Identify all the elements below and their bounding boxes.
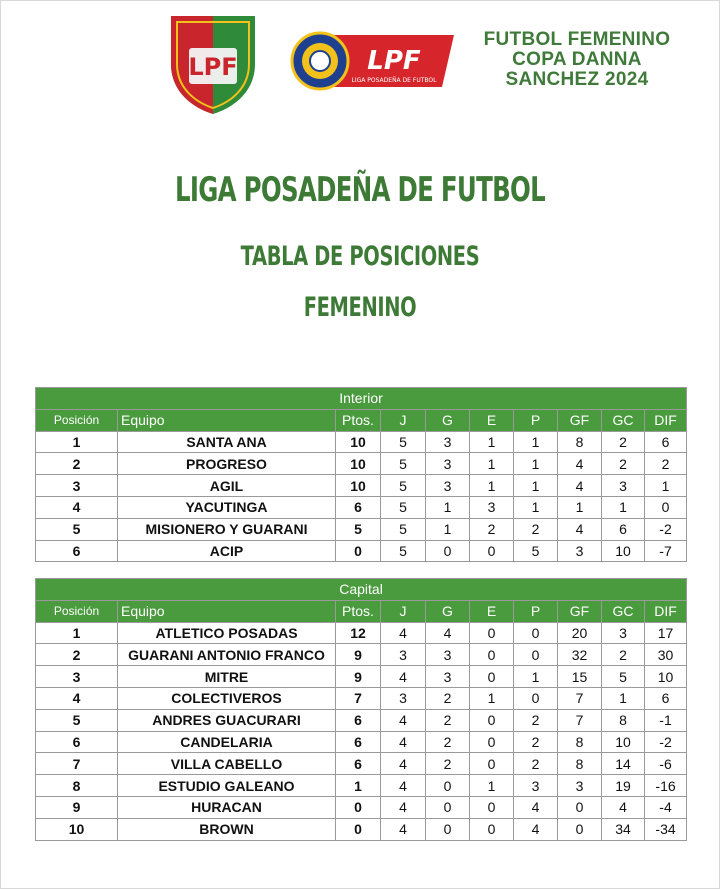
cell-played: 4 xyxy=(381,775,426,797)
cell-drawn: 0 xyxy=(470,818,514,840)
cell-points: 9 xyxy=(336,666,381,688)
cell-difference: 30 xyxy=(645,644,687,666)
column-header-row xyxy=(36,409,687,431)
cell-difference: -16 xyxy=(645,775,687,797)
cell-played: 5 xyxy=(381,475,426,497)
cell-team: GUARANI ANTONIO FRANCO xyxy=(118,644,336,666)
cell-team: HURACAN xyxy=(118,796,336,818)
cell-lost: 5 xyxy=(514,540,558,562)
table-row xyxy=(36,687,687,709)
column-header-played: J xyxy=(381,409,426,431)
cell-won: 1 xyxy=(426,518,470,540)
cell-difference: 2 xyxy=(645,453,687,475)
cell-lost: 2 xyxy=(514,518,558,540)
cell-played: 5 xyxy=(381,540,426,562)
cell-lost: 1 xyxy=(514,453,558,475)
cell-position: 1 xyxy=(36,622,118,644)
cell-team: ACIP xyxy=(118,540,336,562)
cell-team: ANDRES GUACURARI xyxy=(118,709,336,731)
cell-points: 1 xyxy=(336,775,381,797)
cell-lost: 2 xyxy=(514,753,558,775)
cell-difference: 6 xyxy=(645,431,687,453)
cell-lost: 1 xyxy=(514,666,558,688)
column-header-lost: P xyxy=(514,409,558,431)
cell-position: 6 xyxy=(36,540,118,562)
column-header-goals-for: GF xyxy=(558,409,602,431)
cell-goals-for: 20 xyxy=(558,622,602,644)
column-header-difference: DIF xyxy=(645,600,687,622)
cell-points: 6 xyxy=(336,496,381,518)
table-row xyxy=(36,775,687,797)
column-header-drawn: E xyxy=(470,409,514,431)
cell-played: 5 xyxy=(381,518,426,540)
column-header-drawn: E xyxy=(470,600,514,622)
cell-won: 0 xyxy=(426,818,470,840)
table-row xyxy=(36,622,687,644)
cell-goals-for: 32 xyxy=(558,644,602,666)
column-header-position: Posición xyxy=(36,600,118,622)
cell-team: BROWN xyxy=(118,818,336,840)
cell-played: 4 xyxy=(381,731,426,753)
cell-team: SANTA ANA xyxy=(118,431,336,453)
table-row xyxy=(36,796,687,818)
cell-position: 10 xyxy=(36,818,118,840)
cell-played: 4 xyxy=(381,796,426,818)
cell-goals-for: 7 xyxy=(558,709,602,731)
lpf-shield-logo xyxy=(163,12,263,116)
table-row xyxy=(36,496,687,518)
cell-won: 4 xyxy=(426,622,470,644)
cell-points: 10 xyxy=(336,431,381,453)
lpf-badge-logo xyxy=(290,31,458,91)
cell-goals-against: 34 xyxy=(602,818,645,840)
cell-position: 7 xyxy=(36,753,118,775)
cell-points: 0 xyxy=(336,540,381,562)
table-row xyxy=(36,518,687,540)
column-header-played: J xyxy=(381,600,426,622)
cell-won: 2 xyxy=(426,731,470,753)
group-name: Capital xyxy=(36,579,687,601)
cell-goals-for: 3 xyxy=(558,775,602,797)
cell-team: VILLA CABELLO xyxy=(118,753,336,775)
cell-team: YACUTINGA xyxy=(118,496,336,518)
cell-points: 7 xyxy=(336,687,381,709)
cell-drawn: 0 xyxy=(470,796,514,818)
cell-position: 2 xyxy=(36,644,118,666)
cell-goals-for: 3 xyxy=(558,540,602,562)
cell-drawn: 3 xyxy=(470,496,514,518)
table-row xyxy=(36,753,687,775)
cell-played: 5 xyxy=(381,431,426,453)
cell-played: 4 xyxy=(381,818,426,840)
cell-team: PROGRESO xyxy=(118,453,336,475)
cell-goals-against: 1 xyxy=(602,687,645,709)
cell-lost: 0 xyxy=(514,687,558,709)
cell-team: MITRE xyxy=(118,666,336,688)
column-header-goals-for: GF xyxy=(558,600,602,622)
cell-goals-against: 10 xyxy=(602,731,645,753)
cell-goals-against: 19 xyxy=(602,775,645,797)
cell-difference: 1 xyxy=(645,475,687,497)
column-header-won: G xyxy=(426,600,470,622)
cell-drawn: 1 xyxy=(470,453,514,475)
cell-won: 2 xyxy=(426,687,470,709)
cell-position: 5 xyxy=(36,518,118,540)
cell-position: 9 xyxy=(36,796,118,818)
cell-goals-for: 4 xyxy=(558,475,602,497)
table-row xyxy=(36,453,687,475)
standings-title: TABLA DE POSICIONES xyxy=(240,241,480,272)
cell-difference: -4 xyxy=(645,796,687,818)
table-row xyxy=(36,818,687,840)
cell-difference: 10 xyxy=(645,666,687,688)
category-title: FEMENINO xyxy=(303,292,417,323)
cell-played: 5 xyxy=(381,453,426,475)
cell-goals-for: 8 xyxy=(558,753,602,775)
column-header-goals-against: GC xyxy=(602,600,645,622)
cell-drawn: 0 xyxy=(470,753,514,775)
cell-team: ATLETICO POSADAS xyxy=(118,622,336,644)
cell-won: 0 xyxy=(426,796,470,818)
cell-drawn: 2 xyxy=(470,518,514,540)
cell-points: 10 xyxy=(336,475,381,497)
cell-lost: 1 xyxy=(514,496,558,518)
cell-goals-for: 4 xyxy=(558,518,602,540)
cell-points: 12 xyxy=(336,622,381,644)
cell-position: 5 xyxy=(36,709,118,731)
shield-logo-text: LPF xyxy=(188,53,238,81)
cell-goals-against: 3 xyxy=(602,475,645,497)
cell-position: 3 xyxy=(36,475,118,497)
column-header-points: Ptos. xyxy=(336,600,381,622)
cell-drawn: 1 xyxy=(470,431,514,453)
standings-table-interior xyxy=(35,387,687,562)
cell-goals-against: 14 xyxy=(602,753,645,775)
cell-played: 4 xyxy=(381,753,426,775)
cell-goals-for: 15 xyxy=(558,666,602,688)
cell-goals-against: 2 xyxy=(602,644,645,666)
cell-points: 10 xyxy=(336,453,381,475)
cell-team: ESTUDIO GALEANO xyxy=(118,775,336,797)
cell-goals-for: 8 xyxy=(558,731,602,753)
cell-position: 4 xyxy=(36,687,118,709)
cell-won: 0 xyxy=(426,540,470,562)
cell-drawn: 1 xyxy=(470,687,514,709)
cell-drawn: 0 xyxy=(470,731,514,753)
league-title: LIGA POSADEÑA DE FUTBOL xyxy=(175,170,545,210)
table-row xyxy=(36,731,687,753)
column-header-won: G xyxy=(426,409,470,431)
cell-drawn: 0 xyxy=(470,666,514,688)
cell-goals-for: 0 xyxy=(558,796,602,818)
group-name: Interior xyxy=(36,388,687,410)
cell-lost: 4 xyxy=(514,818,558,840)
cell-difference: -2 xyxy=(645,731,687,753)
cell-lost: 2 xyxy=(514,731,558,753)
table-row xyxy=(36,666,687,688)
table-row xyxy=(36,540,687,562)
cell-lost: 2 xyxy=(514,709,558,731)
cell-points: 9 xyxy=(336,644,381,666)
cell-drawn: 0 xyxy=(470,622,514,644)
cell-played: 5 xyxy=(381,496,426,518)
cell-difference: -6 xyxy=(645,753,687,775)
cell-drawn: 0 xyxy=(470,540,514,562)
cell-drawn: 0 xyxy=(470,709,514,731)
cell-points: 0 xyxy=(336,796,381,818)
cell-drawn: 1 xyxy=(470,475,514,497)
cell-points: 6 xyxy=(336,709,381,731)
cell-goals-for: 8 xyxy=(558,431,602,453)
cell-goals-for: 0 xyxy=(558,818,602,840)
cell-won: 3 xyxy=(426,431,470,453)
cell-goals-for: 4 xyxy=(558,453,602,475)
cell-won: 2 xyxy=(426,753,470,775)
cell-lost: 4 xyxy=(514,796,558,818)
cell-goals-against: 2 xyxy=(602,453,645,475)
cell-won: 1 xyxy=(426,496,470,518)
cell-points: 6 xyxy=(336,753,381,775)
cell-lost: 0 xyxy=(514,644,558,666)
cell-position: 4 xyxy=(36,496,118,518)
cell-position: 6 xyxy=(36,731,118,753)
competition-title xyxy=(468,30,686,90)
cell-difference: -1 xyxy=(645,709,687,731)
cell-position: 2 xyxy=(36,453,118,475)
cell-drawn: 1 xyxy=(470,775,514,797)
cell-played: 4 xyxy=(381,666,426,688)
cell-team: AGIL xyxy=(118,475,336,497)
cell-difference: 0 xyxy=(645,496,687,518)
cell-played: 3 xyxy=(381,687,426,709)
competition-line: COPA DANNA xyxy=(512,49,642,70)
cell-difference: -34 xyxy=(645,818,687,840)
cell-played: 3 xyxy=(381,644,426,666)
cell-played: 4 xyxy=(381,622,426,644)
cell-position: 8 xyxy=(36,775,118,797)
cell-goals-for: 7 xyxy=(558,687,602,709)
column-header-team: Equipo xyxy=(118,409,336,431)
cell-won: 2 xyxy=(426,709,470,731)
column-header-goals-against: GC xyxy=(602,409,645,431)
cell-goals-against: 6 xyxy=(602,518,645,540)
cell-team: CANDELARIA xyxy=(118,731,336,753)
column-header-difference: DIF xyxy=(645,409,687,431)
cell-won: 3 xyxy=(426,475,470,497)
competition-line: SANCHEZ 2024 xyxy=(505,69,649,90)
cell-goals-against: 2 xyxy=(602,431,645,453)
cell-goals-against: 1 xyxy=(602,496,645,518)
cell-goals-against: 8 xyxy=(602,709,645,731)
cell-difference: 17 xyxy=(645,622,687,644)
cell-won: 3 xyxy=(426,666,470,688)
column-header-team: Equipo xyxy=(118,600,336,622)
cell-won: 0 xyxy=(426,775,470,797)
cell-drawn: 0 xyxy=(470,644,514,666)
cell-position: 1 xyxy=(36,431,118,453)
cell-goals-for: 1 xyxy=(558,496,602,518)
badge-logo-subtitle: LIGA POSADEÑA DE FUTBOL xyxy=(351,77,437,84)
cell-won: 3 xyxy=(426,453,470,475)
table-row xyxy=(36,709,687,731)
cell-points: 5 xyxy=(336,518,381,540)
cell-difference: -7 xyxy=(645,540,687,562)
table-row xyxy=(36,644,687,666)
cell-goals-against: 3 xyxy=(602,622,645,644)
cell-goals-against: 4 xyxy=(602,796,645,818)
cell-lost: 1 xyxy=(514,431,558,453)
cell-points: 0 xyxy=(336,818,381,840)
cell-lost: 3 xyxy=(514,775,558,797)
cell-goals-against: 10 xyxy=(602,540,645,562)
cell-points: 6 xyxy=(336,731,381,753)
cell-difference: 6 xyxy=(645,687,687,709)
cell-won: 3 xyxy=(426,644,470,666)
cell-goals-against: 5 xyxy=(602,666,645,688)
cell-lost: 1 xyxy=(514,475,558,497)
column-header-points: Ptos. xyxy=(336,409,381,431)
standings-table-capital xyxy=(35,578,687,841)
column-header-position: Posición xyxy=(36,409,118,431)
cell-team: COLECTIVEROS xyxy=(118,687,336,709)
table-row xyxy=(36,475,687,497)
cell-played: 4 xyxy=(381,709,426,731)
cell-lost: 0 xyxy=(514,622,558,644)
cell-team: MISIONERO Y GUARANI xyxy=(118,518,336,540)
cell-position: 3 xyxy=(36,666,118,688)
table-row xyxy=(36,431,687,453)
column-header-lost: P xyxy=(514,600,558,622)
cell-difference: -2 xyxy=(645,518,687,540)
badge-logo-text: LPF xyxy=(367,46,421,76)
competition-line: FUTBOL FEMENINO xyxy=(483,29,671,50)
column-header-row xyxy=(36,600,687,622)
